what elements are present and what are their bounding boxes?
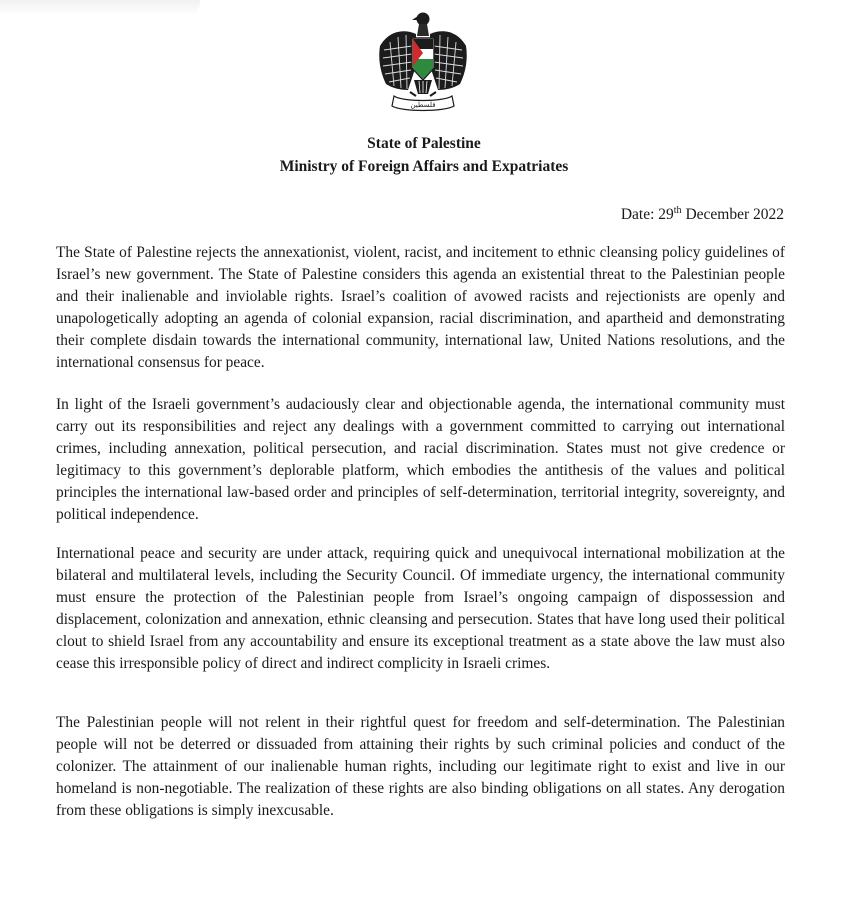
- palestine-eagle-emblem-icon: [372, 6, 474, 114]
- paragraph-peace-and-security: International peace and security are under attack, requiring quick and unequivocal international mobilization at the bilateral and multilateral levels, including the Security Council. Of immediate urgency, the international community must ensure the protection of the Palestinian people from Israel’s ongoing campaign of dispossession and displacement, colonization and annexation, ethnic cleansing and persecution. States that have long used their political clout to shield Israel from any accountability and ensure its exceptional treatment as a state above the law must also cease this irresponsible policy of direct and indirect complicity in Israeli crimes.: [56, 545, 785, 672]
- paragraph-self-determination: The Palestinian people will not relent in their rightful quest for freedom and self-determination. The Palestinian people will not be deterred or dissuaded from attaining their rights by such criminal policies and conduct of the colonizer. The attainment of our inalienable human rights, including our legitimate right to exist and live in our homeland is non-negotiable. The realization of these rights are also binding obligations on all states. Any derogation from these obligations is simply inexcusable.: [56, 714, 785, 819]
- date-ordinal-suffix: th: [673, 204, 682, 216]
- paragraph-rejection: The State of Palestine rejects the annexationist, violent, racist, and incitement to ethnic cleansing policy guidelines of Israel’s new government. The State of Palestine considers this agenda an existential threat to the Palestinian people and their inalienable and inviolable rights. Israel’s coalition of avowed racists and rejectionists are openly and unapologetically adopting an agenda of colonial expansion, racial discrimination, and apartheid and demonstrating their complete disdain towards the international community, international law, United Nations resolutions, and the international consensus for peace.: [56, 244, 785, 371]
- date-label: Date: 29: [620, 206, 674, 223]
- date-rest: December 2022: [681, 206, 784, 223]
- top-left-shadow: [0, 0, 200, 16]
- paragraph-international-responsibility: In light of the Israeli government’s audaciously clear and objectionable agenda, the international community must carry out its responsibilities and reject any dealings with a government committed to carrying out international crimes, including annexation, political persecution, and racial discrimination. States must not give credence or legitimacy to this government’s deplorable platform, which embodies the antithesis of the values and political principles the international law-based order and principles of self-determination, territorial integrity, sovereignty, and political independence.: [56, 396, 785, 523]
- document-date: [621, 204, 784, 226]
- ministry-heading: Ministry of Foreign Affairs and Expatriates: [279, 158, 569, 175]
- emblem-caption: فلسطين: [410, 101, 436, 109]
- state-heading: State of Palestine: [367, 135, 481, 152]
